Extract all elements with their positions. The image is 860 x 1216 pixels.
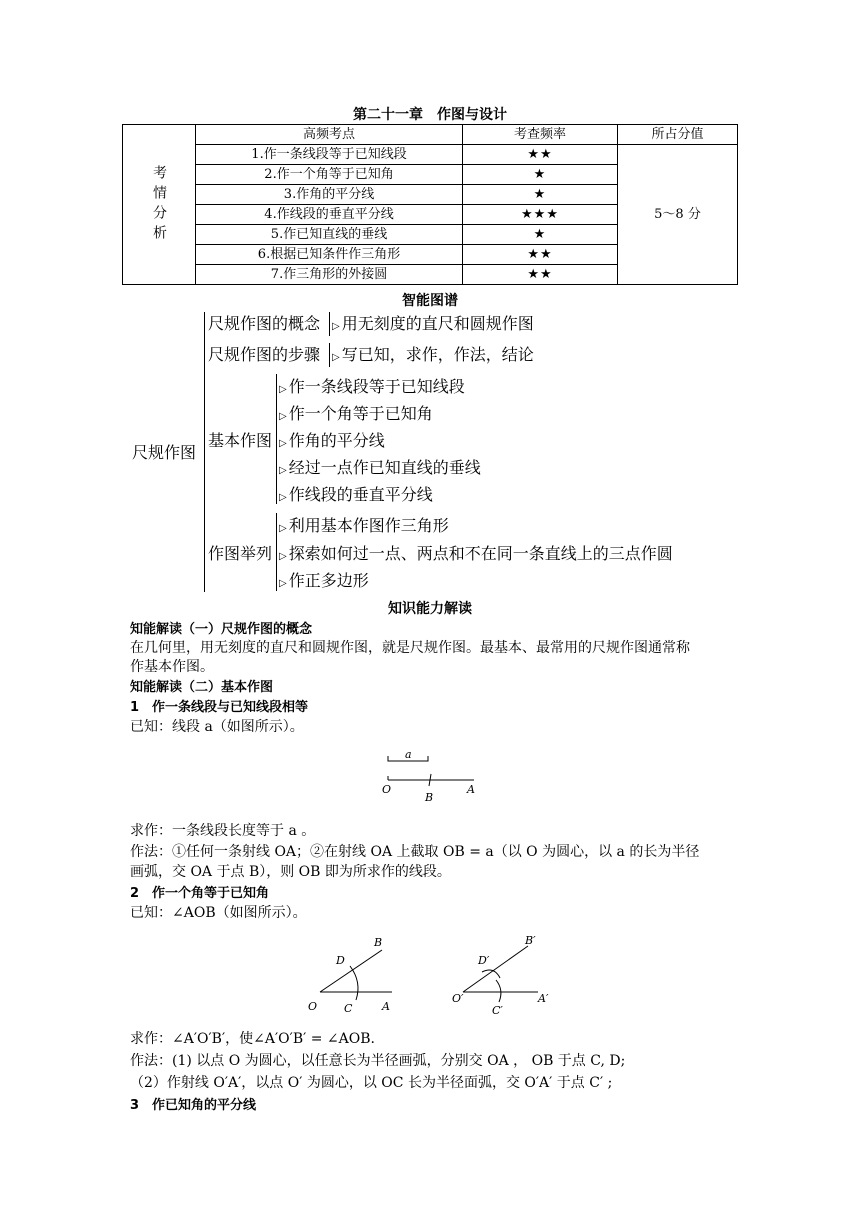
frequency-stars: ★ — [463, 165, 618, 185]
triangle-icon: ▷ — [279, 411, 287, 422]
heading-basic: 知能解读（二）基本作图 — [130, 680, 274, 695]
frequency-stars: ★ — [463, 185, 618, 205]
label-A2: A′ — [538, 992, 549, 1005]
basic-item: ▷ 作一个角等于已知角 — [279, 404, 433, 423]
seek-1: 求作：一条线段长度等于 a 。 — [130, 823, 316, 839]
triangle-icon: ▷ — [279, 384, 287, 395]
label-C: C — [344, 1002, 353, 1015]
triangle-icon: ▷ — [279, 438, 287, 449]
label-D: D — [336, 954, 345, 967]
branch-basic: 基本作图 — [208, 431, 273, 450]
topic-cell: 1.作一条线段等于已知线段 — [196, 145, 463, 165]
example-item: ▷ 利用基本作图作三角形 — [279, 516, 449, 535]
branch-bracket — [276, 513, 277, 591]
topic-cell: 4.作线段的垂直平分线 — [196, 205, 463, 225]
topic-cell: 5.作已知直线的垂线 — [196, 225, 463, 245]
branch-bracket — [329, 312, 330, 336]
basic-item: ▷ 经过一点作已知直线的垂线 — [279, 458, 481, 477]
triangle-icon: ▷ — [279, 578, 287, 589]
topic-cell: 3.作角的平分线 — [196, 185, 463, 205]
basic-item: ▷ 作线段的垂直平分线 — [279, 485, 433, 504]
method-2: （2）作射线 O′A′，以点 O′ 为圆心，以 OC 长为半径面弧，交 O′A′ 于点 C′ ; — [130, 1075, 613, 1091]
branch-examples: 作图举列 — [208, 544, 273, 563]
segment-figure — [372, 748, 492, 806]
label-B: B — [425, 791, 434, 804]
triangle-icon: ▷ — [279, 551, 287, 562]
label-B: B — [374, 936, 383, 949]
frequency-stars: ★★★ — [463, 205, 618, 225]
method-1: 画弧，交 OA 于点 B），则 OB 即为所求作的线段。 — [130, 864, 451, 880]
method-2: 作法：(1) 以点 O 为圆心，以任意长为半径画弧，分别交 OA ， OB 于点 C, D; — [130, 1053, 626, 1069]
root-bracket — [204, 312, 205, 592]
angle-figure — [300, 930, 570, 1016]
label-B2: B′ — [525, 934, 536, 947]
label-A: A — [467, 783, 475, 796]
section-title: 知识能力解读 — [388, 601, 472, 617]
steps-item: ▷ 写已知，求作，作法，结论 — [332, 345, 534, 364]
example-item: ▷ 作正多边形 — [279, 571, 369, 590]
triangle-icon: ▷ — [279, 492, 287, 503]
example-item: ▷ 探索如何过一点、两点和不在同一条直线上的三点作圆 — [279, 544, 673, 563]
triangle-icon: ▷ — [279, 465, 287, 476]
branch-bracket — [329, 343, 330, 367]
known-1: 已知：线段 a（如图所示）。 — [130, 719, 304, 735]
branch-bracket — [276, 374, 277, 504]
topic-cell: 6.根据已知条件作三角形 — [196, 245, 463, 265]
heading-concept: 知能解读（一）尺规作图的概念 — [130, 622, 313, 637]
subheading-1: 1 作一条线段与已知线段相等 — [130, 700, 309, 715]
label-O2: O′ — [452, 992, 464, 1005]
method-1: 作法：①任何一条射线 OA；②在射线 OA 上截取 OB = a（以 O 为圆心，以 a 的长为半径 — [130, 844, 700, 860]
frequency-stars: ★ — [463, 225, 618, 245]
header-frequency: 考查频率 — [463, 125, 618, 145]
basic-item: ▷ 作角的平分线 — [279, 431, 385, 450]
label-C2: C′ — [492, 1004, 503, 1016]
side-label: 考情分析 — [123, 125, 196, 285]
label-D2: D′ — [478, 954, 490, 967]
triangle-icon: ▷ — [332, 321, 340, 332]
subheading-2: 2 作一个角等于已知角 — [130, 886, 270, 901]
mindmap-root: 尺规作图 — [132, 443, 197, 462]
concept-item: ▷ 用无刻度的直尺和圆规作图 — [332, 314, 534, 333]
frequency-stars: ★★ — [463, 145, 618, 165]
seek-2: 求作：∠A′O′B′，使∠A′O′B′ = ∠AOB. — [130, 1031, 375, 1047]
label-O: O — [308, 1000, 318, 1013]
known-2: 已知：∠AOB（如图所示）。 — [130, 905, 307, 921]
topic-cell: 7.作三角形的外接圆 — [196, 265, 463, 285]
mindmap-title: 智能图谱 — [402, 293, 458, 309]
triangle-icon: ▷ — [332, 352, 340, 363]
concept-text: 在几何里，用无刻度的直尺和圆规作图，就是尺规作图。最基本、最常用的尺规作图通常称 — [130, 640, 690, 656]
frequency-stars: ★★ — [463, 245, 618, 265]
topic-cell: 2.作一个角等于已知角 — [196, 165, 463, 185]
subheading-3: 3 作已知角的平分线 — [130, 1098, 257, 1113]
header-score: 所占分值 — [618, 125, 738, 145]
chapter-title: 第二十一章 作图与设计 — [353, 107, 507, 123]
label-a: a — [405, 748, 412, 761]
exam-analysis-table — [122, 124, 738, 285]
basic-item: ▷ 作一条线段等于已知线段 — [279, 377, 465, 396]
label-A: A — [382, 1000, 390, 1013]
score-cell: 5～8 分 — [618, 145, 738, 285]
label-O: O — [382, 783, 392, 796]
branch-concept: 尺规作图的概念 — [208, 314, 321, 333]
frequency-stars: ★★ — [463, 265, 618, 285]
header-topic: 高频考点 — [196, 125, 463, 145]
triangle-icon: ▷ — [279, 523, 287, 534]
branch-steps: 尺规作图的步骤 — [208, 345, 321, 364]
concept-text: 作基本作图。 — [130, 659, 214, 675]
